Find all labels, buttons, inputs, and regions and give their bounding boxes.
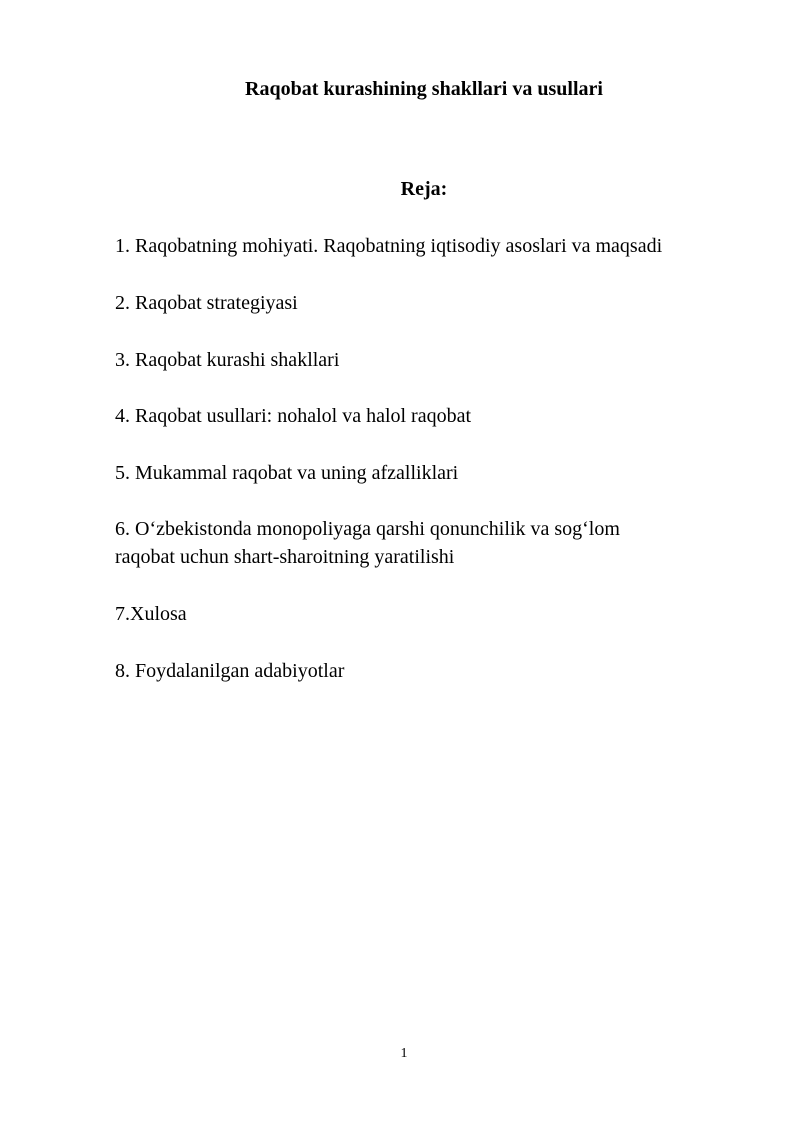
plan-item-text: 4. Raqobat usullari: nohalol va halol raqobat [115,405,472,427]
plan-item [115,657,735,685]
plan-item [115,346,735,374]
plan-item-text: 1. Raqobatning mohiyati. Raqobatning iqtisodiy asoslari va maqsadi [115,235,663,257]
plan-item [115,515,735,571]
page-number: 1 [400,1046,408,1061]
plan-item [115,600,735,628]
plan-item-text-continued: raqobat uchun shart-sharoitning yaratilishi [115,546,455,568]
plan-item-text: 6. O‘zbekistonda monopoliyaga qarshi qonunchilik va sog‘lom [115,518,620,540]
plan-heading: Reja: [400,178,448,200]
plan-item-text: 8. Foydalanilgan adabiyotlar [115,660,345,682]
plan-item [115,232,735,260]
plan-item-text: 2. Raqobat strategiyasi [115,292,298,314]
document-title: Raqobat kurashining shakllari va usullari [245,78,603,100]
plan-item [115,289,735,317]
plan-item-text: 5. Mukammal raqobat va uning afzalliklari [115,462,459,484]
plan-item [115,402,735,430]
plan-item-text: 3. Raqobat kurashi shakllari [115,349,340,371]
plan-item [115,459,735,487]
plan-item-text: 7.Xulosa [115,603,187,625]
